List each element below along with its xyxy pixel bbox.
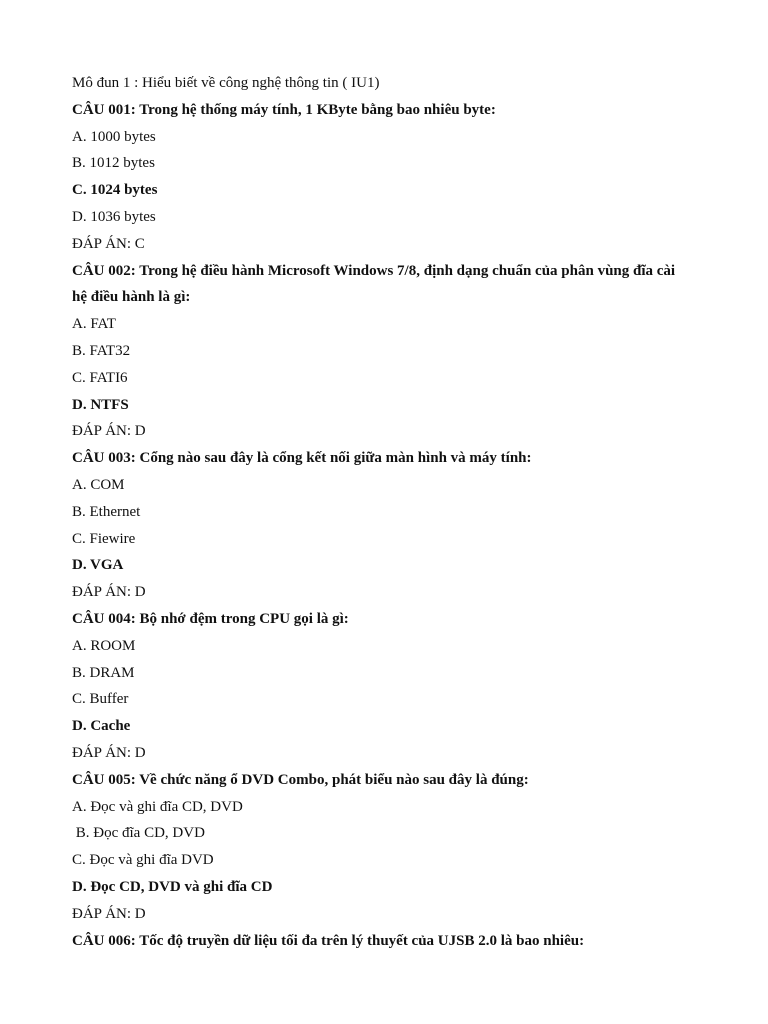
q4-option-c: C. Buffer [72, 691, 129, 708]
q2-option-c: C. FATI6 [72, 369, 128, 386]
q1-answer: ĐÁP ÁN: C [72, 235, 145, 252]
document-page [72, 70, 712, 954]
q1-option-d: D. 1036 bytes [72, 208, 156, 225]
question-6: CÂU 006: Tốc độ truyền dữ liệu tối đa trên lý thuyết của UJSB 2.0 là bao nhiêu: [72, 932, 585, 949]
q1-option-c-correct: C. 1024 bytes [72, 182, 158, 199]
q2-option-d-correct: D. NTFS [72, 396, 129, 413]
q2-option-a: A. FAT [72, 316, 116, 333]
question-4: CÂU 004: Bộ nhớ đệm trong CPU gọi là gì: [72, 610, 349, 627]
question-1: CÂU 001: Trong hệ thống máy tính, 1 KByte bằng bao nhiêu byte: [72, 101, 496, 118]
q3-answer: ĐÁP ÁN: D [72, 584, 146, 601]
q3-option-b: B. Ethernet [72, 503, 141, 520]
q2-option-b: B. FAT32 [72, 342, 131, 359]
q4-answer: ĐÁP ÁN: D [72, 744, 146, 761]
q5-answer: ĐÁP ÁN: D [72, 905, 146, 922]
q5-option-a: A. Đọc và ghi đĩa CD, DVD [72, 798, 243, 815]
q5-option-b: B. Đọc đĩa CD, DVD [72, 825, 205, 842]
q4-option-a: A. ROOM [72, 637, 136, 654]
q1-option-a: A. 1000 bytes [72, 128, 156, 145]
q5-option-c: C. Đọc và ghi đĩa DVD [72, 852, 214, 869]
question-3: CÂU 003: Cổng nào sau đây là cổng kết nối giữa màn hình và máy tính: [72, 450, 532, 467]
q1-option-b: B. 1012 bytes [72, 155, 155, 172]
question-2-line-1: CÂU 002: Trong hệ điều hành Microsoft Windows 7/8, định dạng chuẩn của phân vùng đĩa cài [72, 262, 676, 279]
question-5: CÂU 005: Về chức năng ổ DVD Combo, phát biểu nào sau đây là đúng: [72, 771, 529, 788]
q4-option-d-correct: D. Cache [72, 718, 131, 735]
q3-option-a: A. COM [72, 476, 125, 493]
question-2-line-2: hệ điều hành là gì: [72, 289, 191, 306]
q5-option-d-correct: D. Đọc CD, DVD và ghi đĩa CD [72, 878, 273, 895]
q4-option-b: B. DRAM [72, 664, 135, 681]
q3-option-d-correct: D. VGA [72, 557, 124, 574]
module-title: Mô đun 1 : Hiểu biết về công nghệ thông tin ( IU1) [72, 75, 380, 91]
q3-option-c: C. Fiewire [72, 530, 136, 547]
q2-answer: ĐÁP ÁN: D [72, 423, 146, 440]
